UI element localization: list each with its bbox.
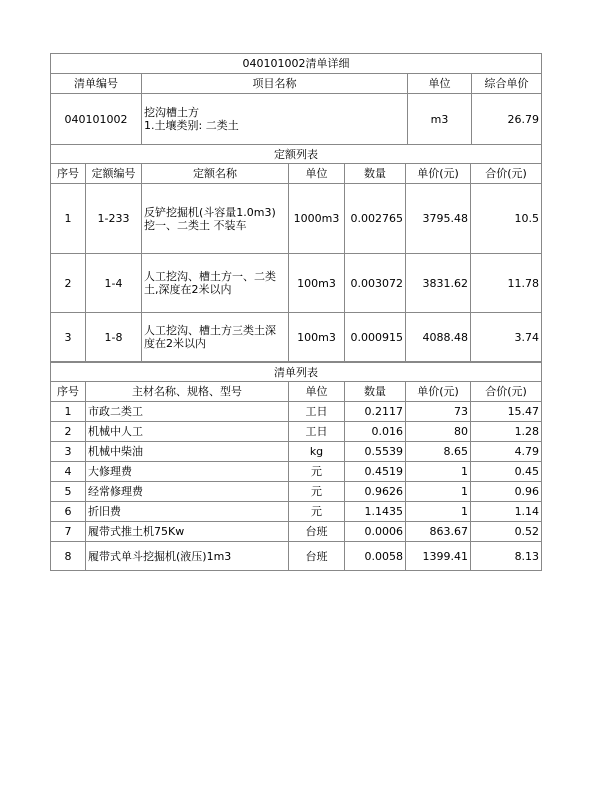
material-name: 履带式推土机75Kw [86, 522, 289, 542]
material-unit: 工日 [289, 422, 345, 442]
material-qty: 0.4519 [345, 462, 406, 482]
bill-detail-table [50, 53, 542, 145]
material-price: 1 [406, 462, 471, 482]
quota-row-name: 人工挖沟、槽土方一、二类土,深度在2米以内 [142, 254, 289, 313]
material-no: 4 [51, 462, 86, 482]
table-row [51, 482, 542, 502]
material-total: 1.14 [471, 502, 542, 522]
quota-header-unit: 单位 [289, 164, 345, 184]
material-unit: 元 [289, 482, 345, 502]
quota-row-code: 1-4 [86, 254, 142, 313]
header-name: 项目名称 [142, 74, 408, 94]
quota-row-no: 1 [51, 184, 86, 254]
material-price: 863.67 [406, 522, 471, 542]
quota-row-qty: 0.003072 [345, 254, 406, 313]
quota-row-unit: 100m3 [289, 254, 345, 313]
quota-row-code: 1-233 [86, 184, 142, 254]
quota-row-code: 1-8 [86, 313, 142, 362]
table-row [51, 254, 542, 313]
header-price: 综合单价 [472, 74, 542, 94]
material-unit: kg [289, 442, 345, 462]
materials-header-qty: 数量 [345, 382, 406, 402]
material-total: 4.79 [471, 442, 542, 462]
material-name: 市政二类工 [86, 402, 289, 422]
material-name: 机械中柴油 [86, 442, 289, 462]
materials-header-unit: 单位 [289, 382, 345, 402]
page-title: 040101002清单详细 [51, 54, 542, 74]
table-row [51, 462, 542, 482]
material-name: 履带式单斗挖掘机(液压)1m3 [86, 542, 289, 571]
material-name: 经常修理费 [86, 482, 289, 502]
material-qty: 0.5539 [345, 442, 406, 462]
materials-header-total: 合价(元) [471, 382, 542, 402]
materials-header-name: 主材名称、规格、型号 [86, 382, 289, 402]
material-qty: 0.0058 [345, 542, 406, 571]
material-no: 8 [51, 542, 86, 571]
item-price: 26.79 [472, 94, 542, 145]
header-code: 清单编号 [51, 74, 142, 94]
item-name [142, 94, 408, 145]
material-price: 1 [406, 502, 471, 522]
quota-header-no: 序号 [51, 164, 86, 184]
materials-header-no: 序号 [51, 382, 86, 402]
material-qty: 0.9626 [345, 482, 406, 502]
table-row [51, 542, 542, 571]
quota-row-no: 2 [51, 254, 86, 313]
quota-row-total: 11.78 [471, 254, 542, 313]
item-unit: m3 [408, 94, 472, 145]
quota-row-unit: 1000m3 [289, 184, 345, 254]
quota-section-title: 定额列表 [51, 145, 542, 164]
material-total: 15.47 [471, 402, 542, 422]
material-qty: 0.016 [345, 422, 406, 442]
quota-header-total: 合价(元) [471, 164, 542, 184]
quota-row-qty: 0.000915 [345, 313, 406, 362]
material-name: 大修理费 [86, 462, 289, 482]
material-qty: 1.1435 [345, 502, 406, 522]
material-name: 机械中人工 [86, 422, 289, 442]
material-price: 8.65 [406, 442, 471, 462]
table-row [51, 422, 542, 442]
material-no: 7 [51, 522, 86, 542]
quota-table [50, 144, 542, 362]
material-price: 80 [406, 422, 471, 442]
quota-header-code: 定额编号 [86, 164, 142, 184]
material-total: 0.45 [471, 462, 542, 482]
material-unit: 元 [289, 502, 345, 522]
item-code: 040101002 [51, 94, 142, 145]
material-unit: 元 [289, 462, 345, 482]
header-unit: 单位 [408, 74, 472, 94]
material-no: 5 [51, 482, 86, 502]
quota-row-qty: 0.002765 [345, 184, 406, 254]
material-price: 1399.41 [406, 542, 471, 571]
material-total: 8.13 [471, 542, 542, 571]
table-row [51, 184, 542, 254]
quota-row-unit: 100m3 [289, 313, 345, 362]
quota-row-total: 10.5 [471, 184, 542, 254]
materials-header-price: 单价(元) [406, 382, 471, 402]
quota-header-name: 定额名称 [142, 164, 289, 184]
quota-row-price: 3831.62 [406, 254, 471, 313]
material-no: 3 [51, 442, 86, 462]
quota-row-price: 4088.48 [406, 313, 471, 362]
materials-table [50, 362, 542, 571]
quota-header-price: 单价(元) [406, 164, 471, 184]
material-no: 1 [51, 402, 86, 422]
table-row [51, 402, 542, 422]
material-total: 0.52 [471, 522, 542, 542]
material-qty: 0.0006 [345, 522, 406, 542]
material-total: 1.28 [471, 422, 542, 442]
material-price: 1 [406, 482, 471, 502]
table-row [51, 502, 542, 522]
quota-header-qty: 数量 [345, 164, 406, 184]
material-unit: 台班 [289, 522, 345, 542]
table-row [51, 313, 542, 362]
quota-row-total: 3.74 [471, 313, 542, 362]
table-row [51, 522, 542, 542]
material-unit: 工日 [289, 402, 345, 422]
item-name-line2: 1.土壤类别: 二类土 [144, 119, 239, 132]
material-no: 6 [51, 502, 86, 522]
item-name-line1: 挖沟槽土方 [144, 106, 199, 119]
quota-row-name: 人工挖沟、槽土方三类土深度在2米以内 [142, 313, 289, 362]
material-price: 73 [406, 402, 471, 422]
material-no: 2 [51, 422, 86, 442]
quota-row-no: 3 [51, 313, 86, 362]
material-name: 折旧费 [86, 502, 289, 522]
material-qty: 0.2117 [345, 402, 406, 422]
materials-section-title: 清单列表 [51, 363, 542, 382]
material-total: 0.96 [471, 482, 542, 502]
table-row [51, 442, 542, 462]
quota-row-name: 反铲挖掘机(斗容量1.0m3)挖一、二类土 不装车 [142, 184, 289, 254]
material-unit: 台班 [289, 542, 345, 571]
quota-row-price: 3795.48 [406, 184, 471, 254]
